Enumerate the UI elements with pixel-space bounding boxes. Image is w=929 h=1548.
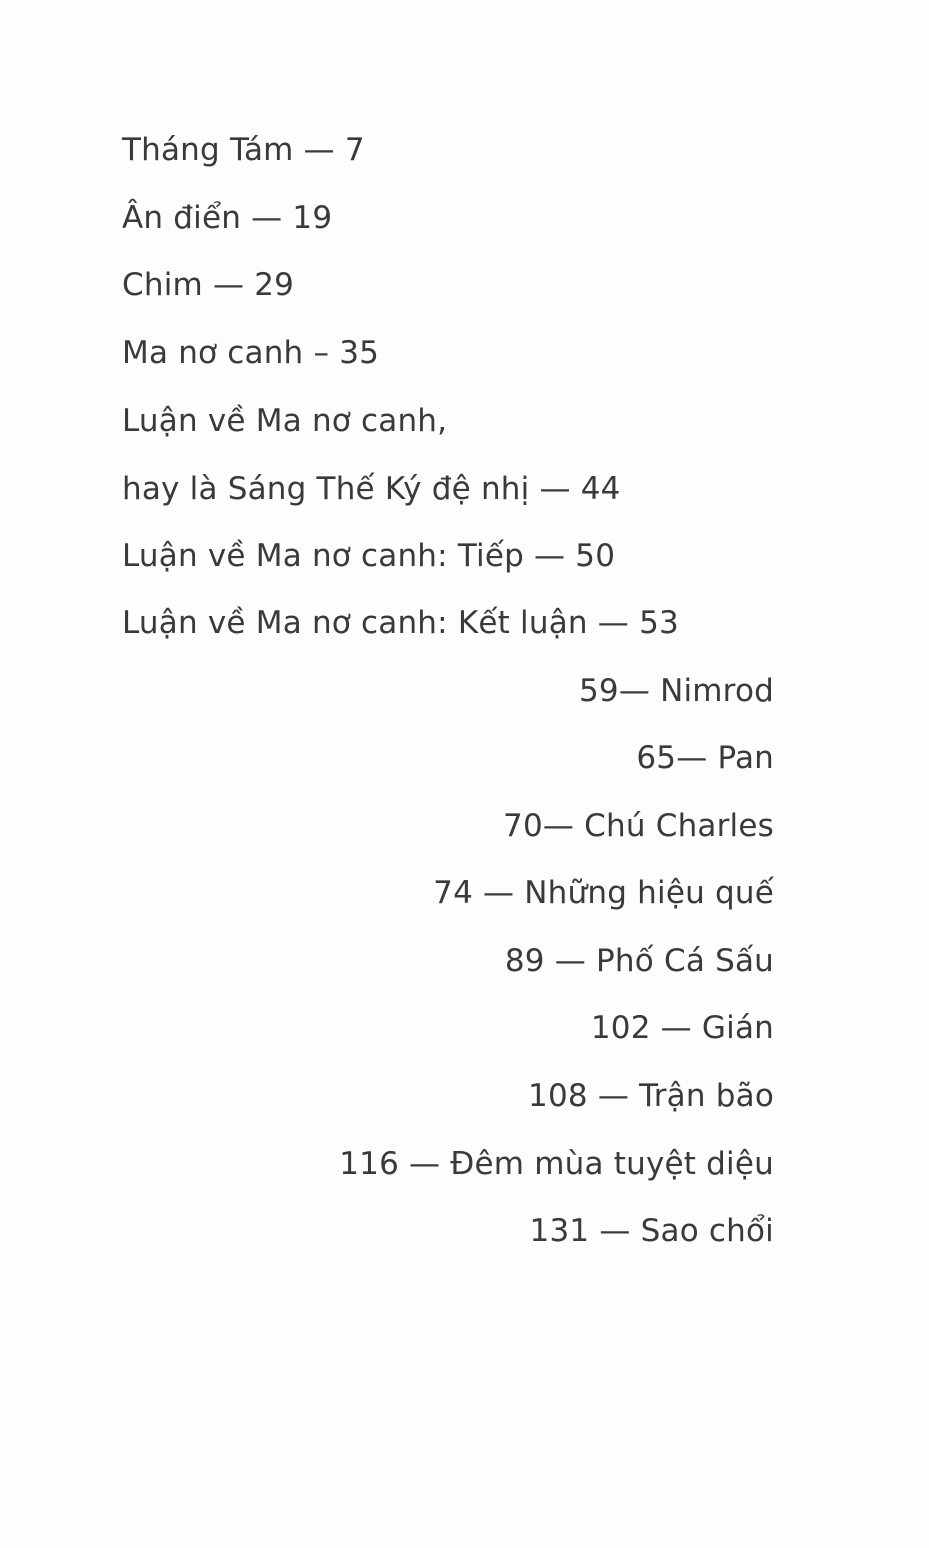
toc-entry-luan-ve-tiep: Luận về Ma nơ canh: Tiếp — 50 bbox=[122, 538, 616, 574]
toc-entry-luan-ve-line2: hay là Sáng Thế Ký đệ nhị — 44 bbox=[122, 471, 621, 507]
toc-entry-dem-mua: 116 — Đêm mùa tuyệt diệu bbox=[339, 1146, 774, 1182]
toc-entry-luan-ve-ket-luan: Luận về Ma nơ canh: Kết luận — 53 bbox=[122, 605, 679, 641]
toc-entry-thang-tam: Tháng Tám — 7 bbox=[122, 132, 365, 168]
toc-entry-luan-ve-line1: Luận về Ma nơ canh, bbox=[122, 403, 448, 439]
toc-entry-ma-no-canh: Ma nơ canh – 35 bbox=[122, 335, 380, 371]
toc-entry-sao-choi: 131 — Sao chổi bbox=[529, 1213, 774, 1249]
toc-entry-nimrod: 59— Nimrod bbox=[578, 673, 774, 709]
toc-entry-nhung-hieu-que: 74 — Những hiệu quế bbox=[433, 875, 774, 911]
toc-entry-tran-bao: 108 — Trận bão bbox=[528, 1078, 774, 1114]
toc-entry-an-dien: Ân điển — 19 bbox=[122, 200, 333, 236]
toc-entry-pho-ca-sau: 89 — Phố Cá Sấu bbox=[504, 943, 774, 979]
toc-entry-chu-charles: 70— Chú Charles bbox=[503, 808, 774, 844]
toc-entry-chim: Chim — 29 bbox=[122, 267, 295, 303]
toc-entry-gian: 102 — Gián bbox=[590, 1010, 774, 1046]
toc-entry-pan: 65— Pan bbox=[636, 740, 774, 776]
